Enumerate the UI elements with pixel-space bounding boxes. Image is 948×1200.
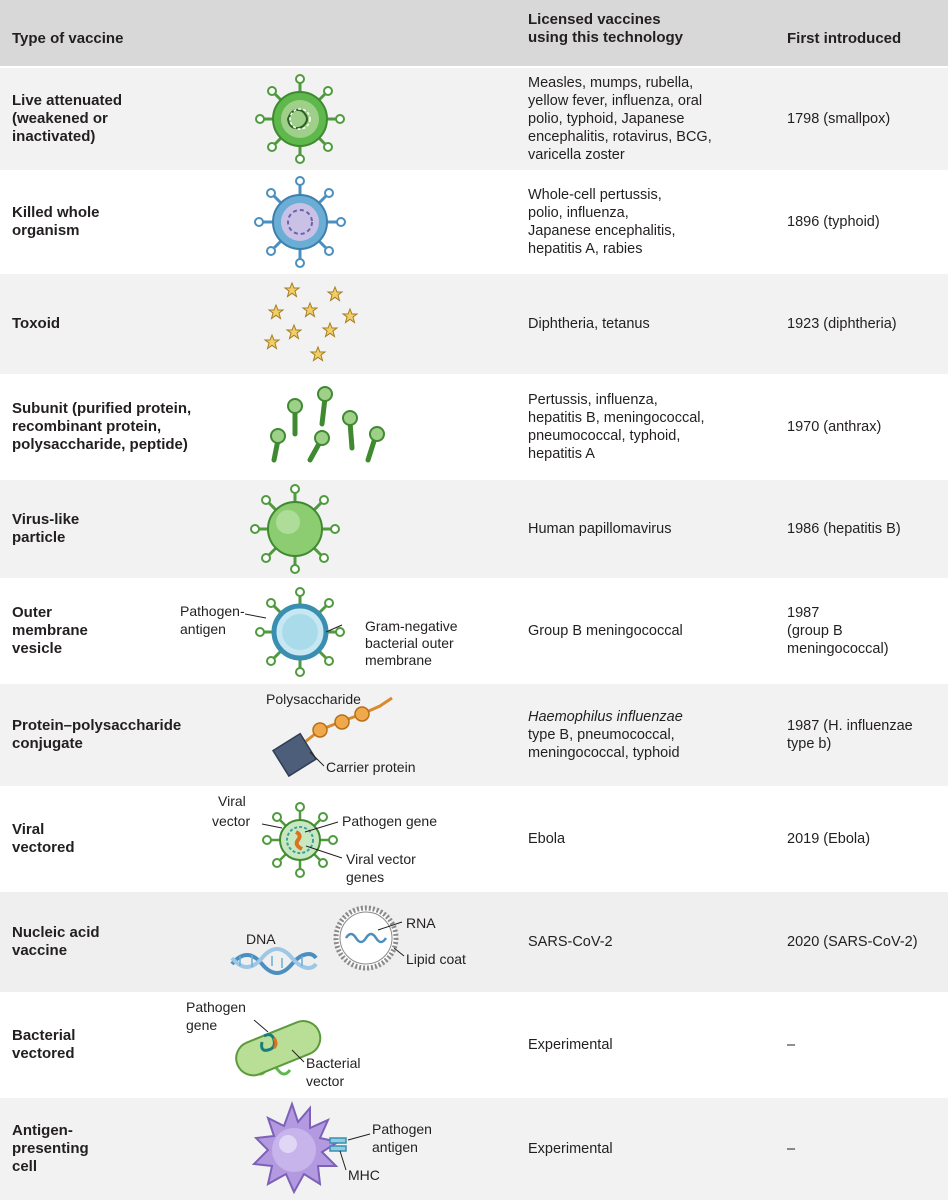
vaccine-type: Bacterial vectored xyxy=(12,1027,76,1062)
conjugate-illustration xyxy=(170,684,520,786)
first-introduced: 2020 (SARS-CoV-2) xyxy=(787,934,918,950)
licensed-vaccines: Ebola xyxy=(528,831,566,847)
licensed-vaccines: Whole-cell pertussis, polio, influenza, Japanese encephalitis, hepatitis A, rabies xyxy=(528,187,676,257)
licensed-vaccines: Experimental xyxy=(528,1037,613,1053)
table-row xyxy=(0,994,948,1098)
killed-whole-organism-illustration xyxy=(170,172,520,272)
apc-pathogen-label: Pathogen xyxy=(372,1121,432,1137)
vaccine-type: Protein–polysaccharide conjugate xyxy=(12,717,182,752)
table-row xyxy=(0,580,948,684)
vv-pathogen-gene-label: Pathogen gene xyxy=(342,813,437,829)
omv-pathogen-label: Pathogen- xyxy=(180,603,245,619)
conjugate-polysaccharide-label: Polysaccharide xyxy=(266,691,361,707)
header-type: Type of vaccine xyxy=(12,30,124,47)
licensed-vaccines: Diphtheria, tetanus xyxy=(528,316,650,332)
header-licensed: Licensed vaccines using this technology xyxy=(528,11,684,46)
first-introduced: – xyxy=(787,1141,796,1157)
vv-vector-genes-label-2: genes xyxy=(346,869,385,885)
licensed-vaccines: Experimental xyxy=(528,1141,613,1157)
licensed-vaccines: Pertussis, influenza, hepatitis B, meningococcal, pneumococcal, typhoid, hepatitis A xyxy=(528,392,705,462)
viral-vector-illustration xyxy=(170,788,520,890)
licensed-vaccines: Haemophilus influenzae type B, pneumococcal, meningococcal, typhoid xyxy=(528,709,683,761)
vv-viral-label: Viral xyxy=(218,793,246,809)
table-row xyxy=(0,376,948,480)
bv-vector-label: vector xyxy=(306,1073,345,1089)
omv-gram-label-2: bacterial outer xyxy=(365,635,454,651)
outer-membrane-vesicle-illustration xyxy=(170,580,520,682)
antigen-presenting-cell-illustration xyxy=(170,1098,520,1200)
vaccine-type: Antigen- presenting cell xyxy=(12,1122,89,1175)
first-introduced: 1798 (smallpox) xyxy=(787,111,891,127)
vaccine-type: Live attenuated (weakened or inactivated) xyxy=(12,92,123,145)
licensed-vaccines: Group B meningococcal xyxy=(528,623,683,639)
table-row xyxy=(0,172,948,274)
table-row xyxy=(0,684,948,788)
bacterial-vector-illustration xyxy=(170,994,520,1096)
table-row xyxy=(0,68,948,172)
vv-vector-genes-label-1: Viral vector xyxy=(346,851,416,867)
licensed-vaccines: Human papillomavirus xyxy=(528,521,672,537)
table-header xyxy=(0,0,948,68)
first-introduced: 1970 (anthrax) xyxy=(787,419,882,435)
vaccine-type: Viral vectored xyxy=(12,821,75,856)
vaccine-type: Toxoid xyxy=(12,315,61,332)
vaccine-type: Outer membrane vesicle xyxy=(12,604,88,657)
bv-pathogen-label: Pathogen xyxy=(186,999,246,1015)
nucleic-acid-illustration xyxy=(170,892,520,992)
header-first-introduced: First introduced xyxy=(787,30,902,47)
vaccine-type: Virus-like particle xyxy=(12,511,80,546)
first-introduced: 1986 (hepatitis B) xyxy=(787,521,901,537)
first-introduced: – xyxy=(787,1037,796,1053)
table-row xyxy=(0,480,948,580)
table-row xyxy=(0,1098,948,1200)
licensed-vaccines: SARS-CoV-2 xyxy=(528,934,613,950)
vaccine-type: Subunit (purified protein, recombinant protein, polysaccharide, peptide) xyxy=(12,400,192,453)
subunit-protein-illustration xyxy=(170,376,520,478)
live-attenuated-virus-illustration xyxy=(170,68,520,170)
first-introduced: 1987 (group B meningococcal) xyxy=(787,605,889,657)
vaccine-type: Killed whole organism xyxy=(12,204,100,239)
bv-gene-label: gene xyxy=(186,1017,218,1033)
apc-antigen-label: antigen xyxy=(372,1139,418,1155)
omv-gram-label-1: Gram-negative xyxy=(365,618,458,634)
first-introduced: 1896 (typhoid) xyxy=(787,214,880,230)
apc-mhc-label: MHC xyxy=(348,1167,380,1183)
virus-like-particle-illustration xyxy=(170,480,520,578)
na-lipid-label: Lipid coat xyxy=(406,951,466,967)
vv-vector-label: vector xyxy=(212,813,251,829)
bv-bacterial-label: Bacterial xyxy=(306,1055,361,1071)
conjugate-carrier-label: Carrier protein xyxy=(326,759,416,775)
table-row xyxy=(0,788,948,892)
na-dna-label: DNA xyxy=(246,931,276,947)
vaccine-type: Nucleic acid vaccine xyxy=(12,924,100,959)
first-introduced: 1987 (H. influenzae type b) xyxy=(787,718,913,752)
omv-gram-label-3: membrane xyxy=(365,652,432,668)
table-row xyxy=(0,274,948,376)
first-introduced: 1923 (diphtheria) xyxy=(787,316,897,332)
toxoid-illustration xyxy=(170,274,520,374)
omv-antigen-label: antigen xyxy=(180,621,226,637)
na-rna-label: RNA xyxy=(406,915,436,931)
first-introduced: 2019 (Ebola) xyxy=(787,831,871,847)
licensed-vaccines: Measles, mumps, rubella, yellow fever, influenza, oral polio, typhoid, Japanese encephalitis, rotavirus, BCG, varicella zoster xyxy=(528,75,712,163)
table-row xyxy=(0,892,948,994)
